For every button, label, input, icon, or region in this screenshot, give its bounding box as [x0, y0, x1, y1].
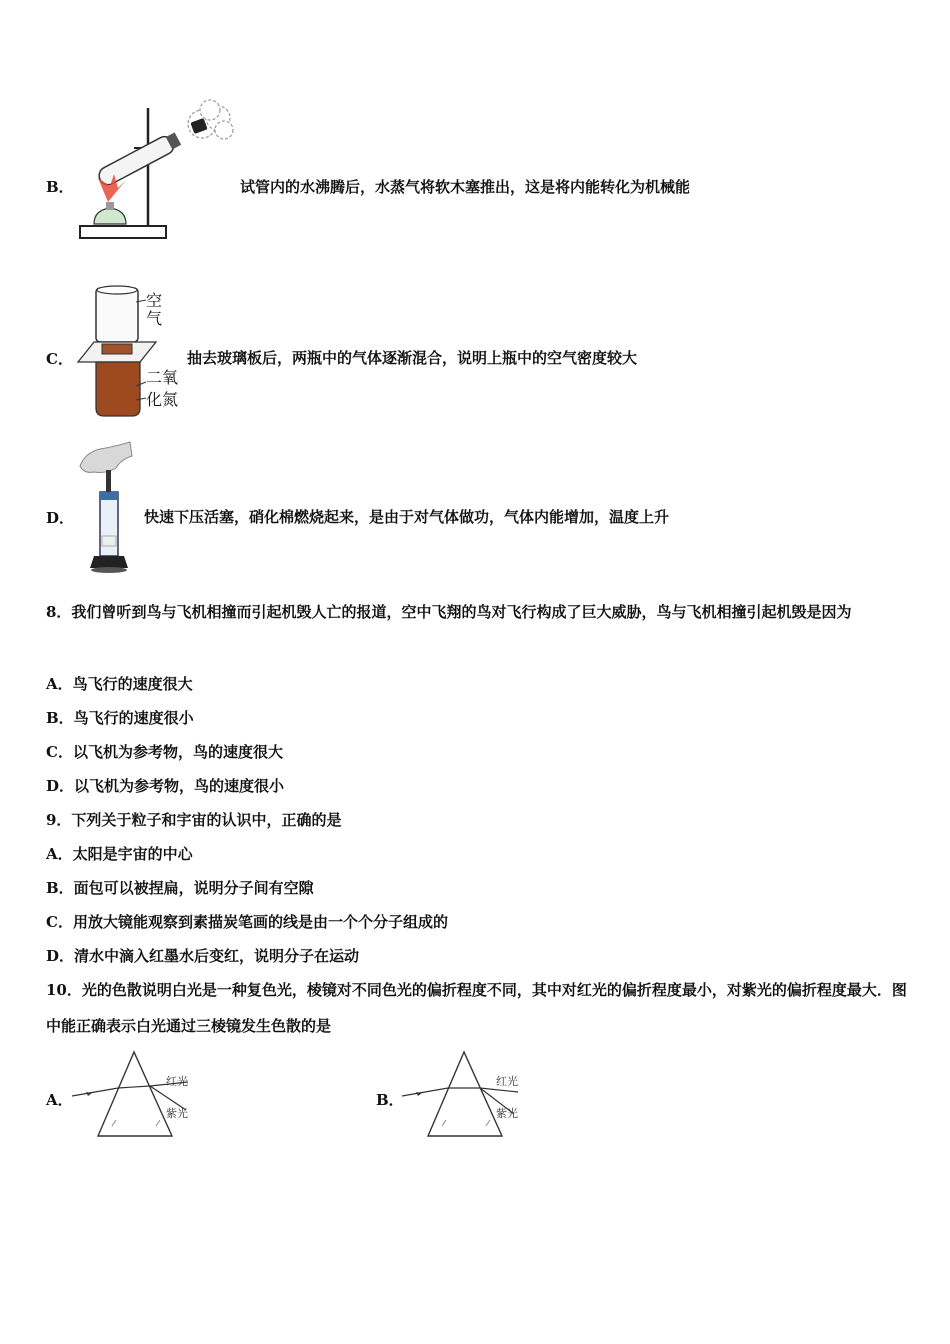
q9-option-c: C．用放大镜能观察到素描炭笔画的线是由一个个分子组成的	[46, 913, 448, 931]
q8-option-a: A．鸟飞行的速度很大	[46, 675, 193, 693]
prism-figure-b	[396, 1048, 536, 1140]
red-light-label-b	[496, 1074, 526, 1088]
q8-option-d: D．以飞机为参考物，鸟的速度很小	[46, 777, 285, 795]
svg-text:紫光: 紫光	[496, 1107, 518, 1120]
violet-light-label-a	[166, 1106, 196, 1120]
air-label: 空 气	[146, 291, 163, 328]
q7-option-c-text: 抽去玻璃板后，两瓶中的气体逐渐混合，说明上瓶中的空气密度较大	[187, 349, 638, 367]
q8-stem: 8．我们曾听到鸟与飞机相撞而引起机毁人亡的报道，空中飞翔的鸟对飞行构成了巨大威胁，鸟与飞机相撞引起机毁是因为	[46, 603, 852, 621]
q9-option-a: A．太阳是宇宙的中心	[46, 845, 193, 863]
nitrogen-dioxide-label: 二氧 化氮	[146, 368, 179, 409]
svg-text:红光: 红光	[166, 1075, 188, 1088]
svg-text:紫光: 紫光	[166, 1107, 188, 1120]
violet-light-label-b	[496, 1106, 526, 1120]
q10-stem: 10．光的色散说明白光是一种复色光，棱镜对不同色光的偏折程度不同，其中对红光的偏折程度最小，对紫光的偏折程度最大．图中能正确表示白光通过三棱镜发生色散的是	[46, 981, 907, 1035]
test-tube-steam-figure	[74, 98, 236, 244]
q8-option-b: B．鸟飞行的速度很小	[46, 709, 194, 727]
q10-option-a-label: A．	[46, 1091, 73, 1109]
prism-figure-a	[66, 1048, 206, 1140]
q10-option-b-label: B．	[376, 1091, 404, 1109]
svg-text:红光: 红光	[496, 1075, 518, 1088]
q7-option-b-label: B．	[46, 178, 74, 196]
q7-option-b-text: 试管内的水沸腾后，水蒸气将软木塞推出，这是将内能转化为机械能	[240, 178, 691, 196]
q9-option-d: D．清水中滴入红墨水后变红，说明分子在运动	[46, 947, 360, 965]
q8-option-c: C．以飞机为参考物，鸟的速度很大	[46, 743, 283, 761]
q7-option-d-text: 快速下压活塞，硝化棉燃烧起来，是由于对气体做功，气体内能增加，温度上升	[144, 508, 670, 526]
q9-option-b: B．面包可以被捏扁，说明分子间有空隙	[46, 879, 314, 897]
piston-cylinder-figure	[76, 440, 136, 576]
q7-option-d-label: D．	[46, 509, 75, 527]
q7-option-c-label: C．	[46, 350, 73, 368]
red-light-label-a	[166, 1074, 196, 1088]
q9-stem: 9．下列关于粒子和宇宙的认识中，正确的是	[46, 811, 342, 829]
